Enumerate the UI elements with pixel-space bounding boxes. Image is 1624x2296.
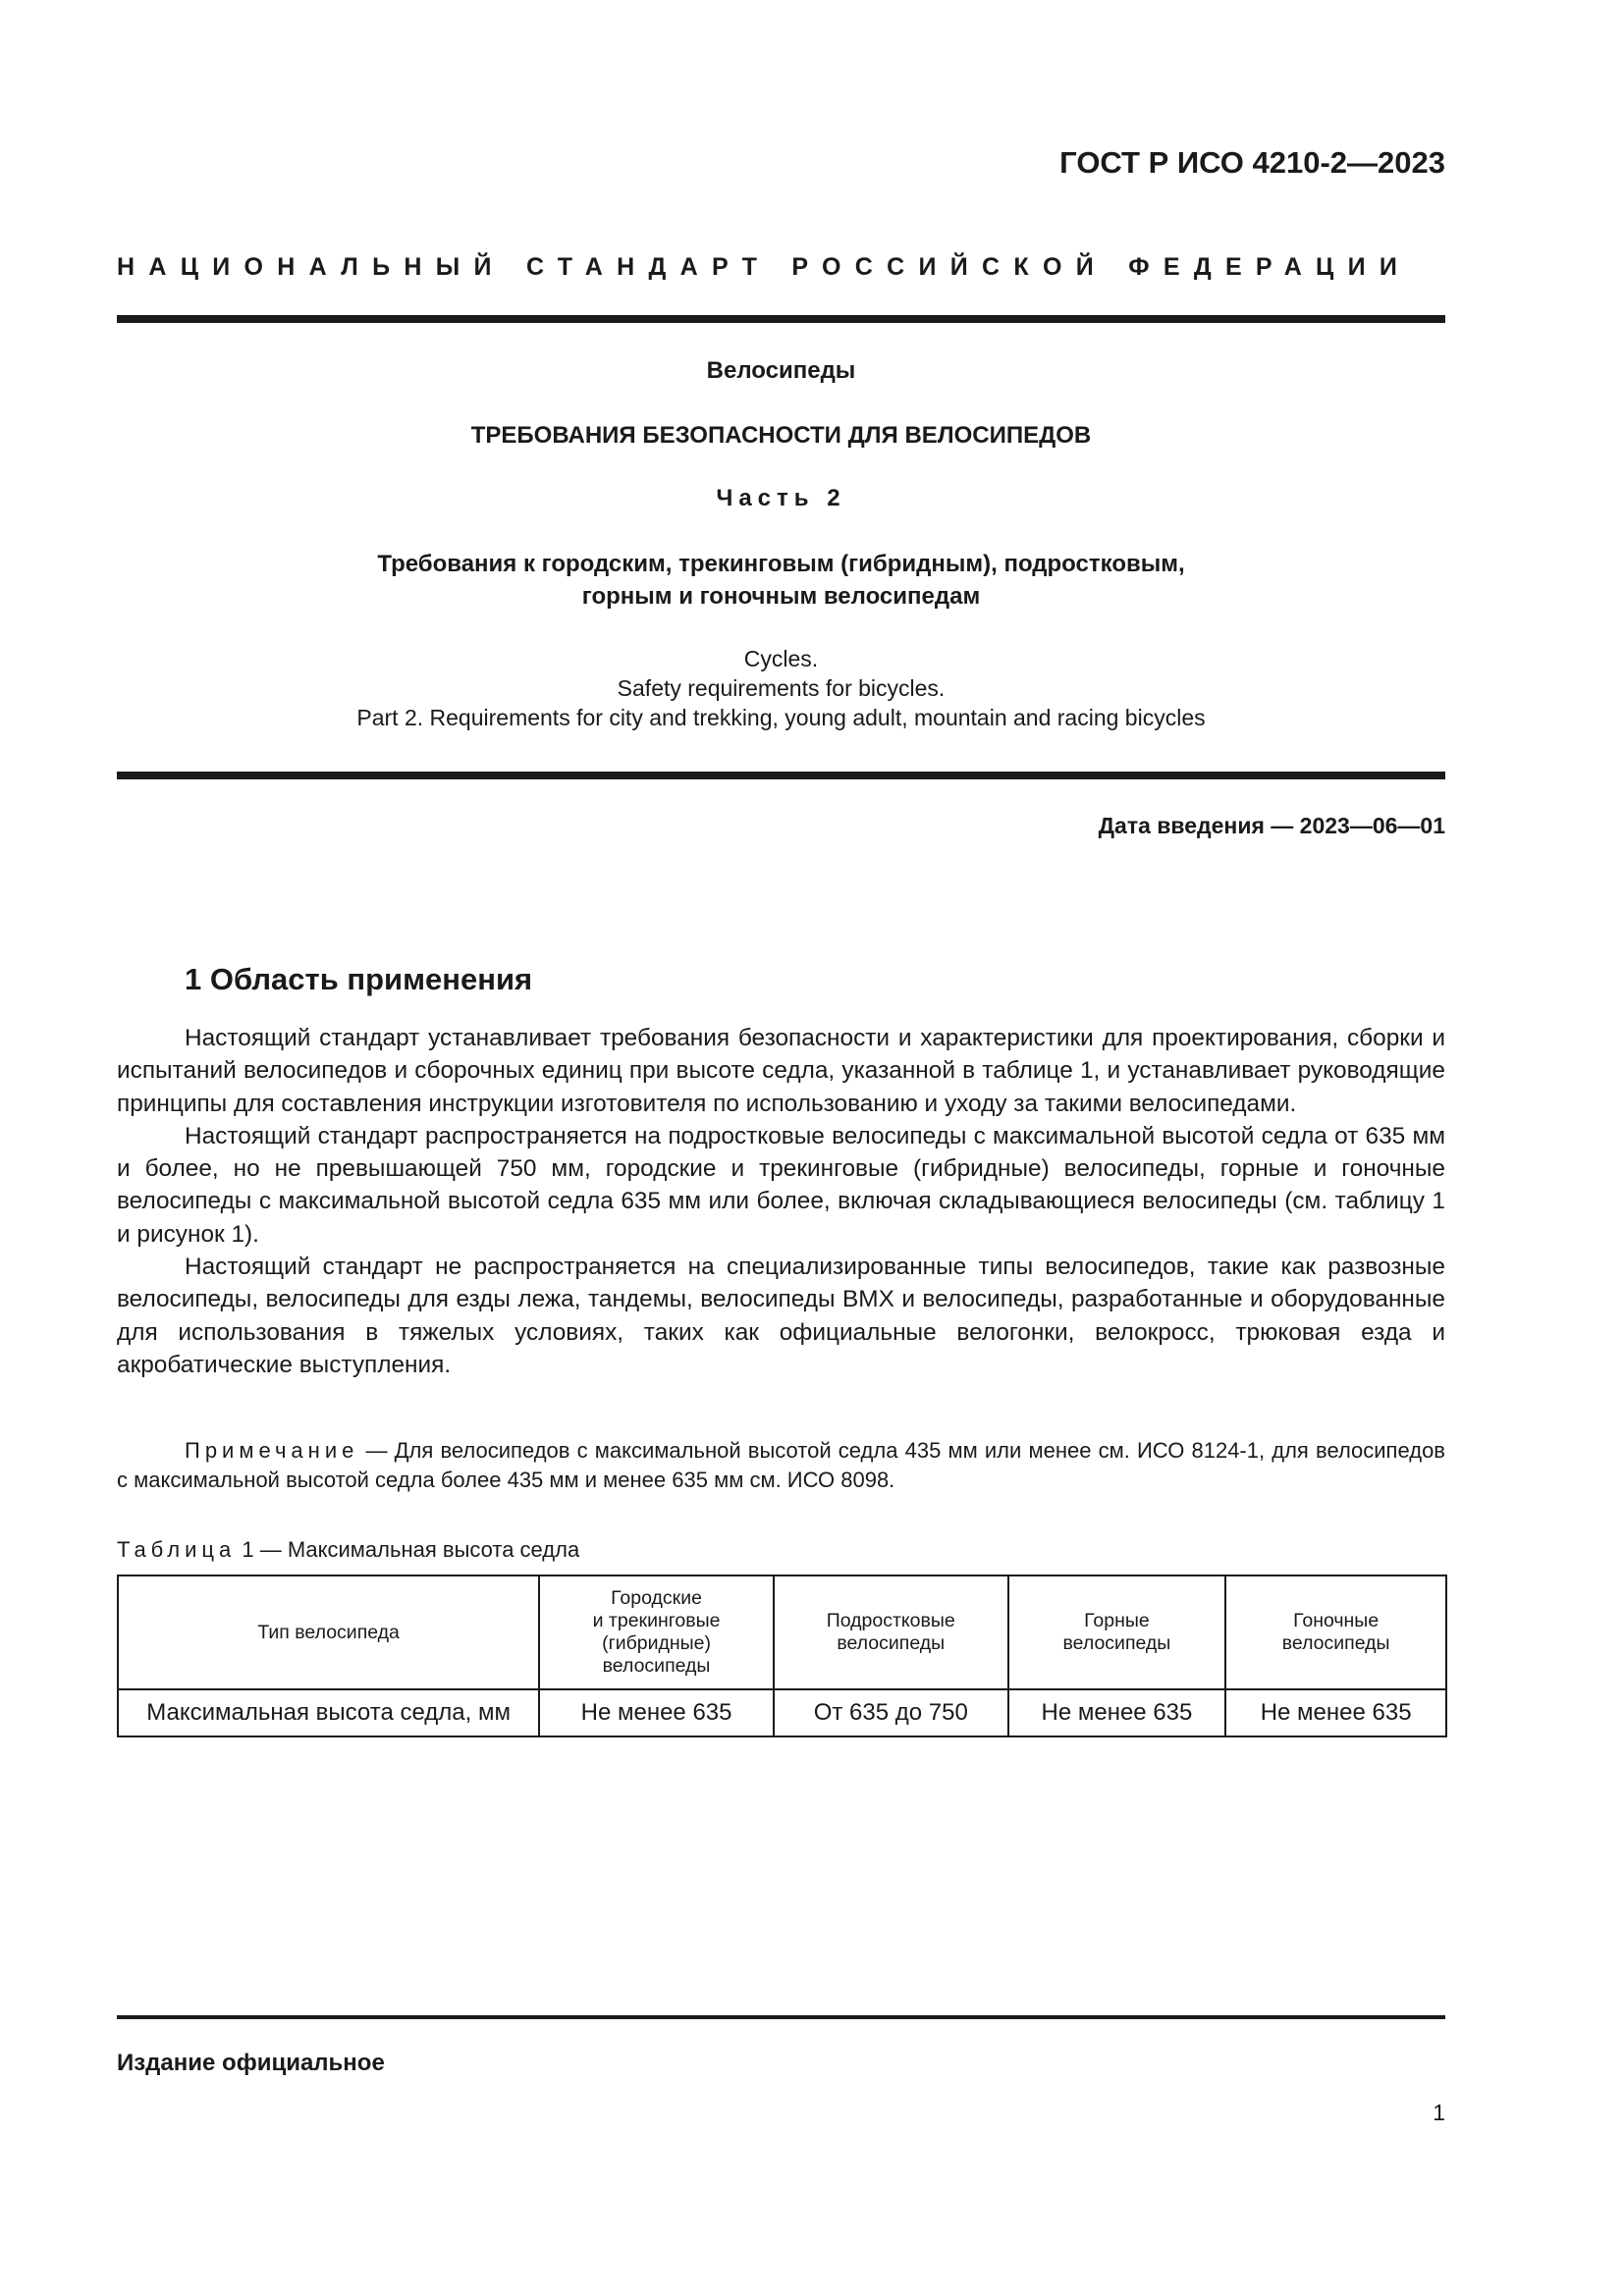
table-header-row	[118, 1575, 1446, 1689]
table-cell: Максимальная высота седла, мм	[118, 1689, 539, 1736]
note-label: Примечание	[185, 1438, 359, 1463]
title-bottom-rule	[117, 772, 1445, 779]
english-title-line-3: Part 2. Requirements for city and trekking, young adult, mountain and racing bicycles	[356, 705, 1206, 730]
header-cell: Горные велосипеды	[1008, 1575, 1226, 1689]
table-caption-text: 1 — Максимальная высота седла	[236, 1537, 580, 1562]
footer-rule	[117, 2015, 1445, 2019]
paragraph: Настоящий стандарт устанавливает требования безопасности и характеристики для проектирования, сборки и испытаний велосипедов и сборочных единиц при высоте седла, указанной в таблице 1, и устанавливает руководящие принципы для составления инструкции изготовителя по использованию и уходу за такими велосипедами.	[117, 1025, 1445, 1117]
paragraph: Настоящий стандарт распространяется на подростковые велосипеды с максимальной высотой седла от 635 мм и более, но не превышающей 750 мм, городские и трекинговые (гибридные) велосипеды, горные и гоночные велосипеды с максимальной высотой седла 635 мм или более, включая складывающиеся велосипеды (см. таблицу 1 и рисунок 1).	[117, 1122, 1445, 1248]
introduction-date: Дата введения — 2023—06—01	[1098, 813, 1445, 838]
table-row	[118, 1689, 1446, 1736]
header-cell: Тип велосипеда	[118, 1575, 539, 1689]
paragraph: Настоящий стандарт не распространяется на специализированные типы велосипедов, такие как развозные велосипеды, велосипеды для езды лежа, тандемы, велосипеды BMX и велосипеды, разработанные и оборудованные для использования в тяжелых условиях, таких как официальные велогонки, велокросс, трюковая езда и акробатические выступления.	[117, 1254, 1445, 1378]
table-cell: От 635 до 750	[774, 1689, 1008, 1736]
header-cell: Гоночные велосипеды	[1225, 1575, 1446, 1689]
table-cell: Не менее 635	[1225, 1689, 1446, 1736]
subtitle-line-1: Требования к городским, трекинговым (гибридным), подростковым,	[377, 551, 1185, 577]
note-text: — Для велосипедов с максимальной высотой седла 435 мм или менее см. ИСО 8124-1, для велосипедов с максимальной высотой седла более 435 мм и менее 635 мм см. ИСО 8098.	[117, 1438, 1445, 1492]
standard-code: ГОСТ Р ИСО 4210-2—2023	[1059, 145, 1445, 180]
header-cell: Подростковые велосипеды	[774, 1575, 1008, 1689]
table-cell: Не менее 635	[539, 1689, 774, 1736]
section-body	[117, 1022, 1445, 1381]
table-caption-label: Таблица	[117, 1537, 237, 1562]
subtitle-line-2: горным и гоночным велосипедам	[581, 583, 981, 610]
english-title-line-1: Cycles.	[743, 646, 819, 671]
header-cell: Городские и трекинговые (гибридные) велосипеды	[539, 1575, 774, 1689]
section-heading: 1 Область применения	[185, 962, 533, 996]
table-cell: Не менее 635	[1008, 1689, 1226, 1736]
page-number: 1	[1433, 2100, 1445, 2125]
english-title-line-2: Safety requirements for bicycles.	[617, 675, 946, 701]
title-main: ТРЕБОВАНИЯ БЕЗОПАСНОСТИ ДЛЯ ВЕЛОСИПЕДОВ	[470, 422, 1092, 449]
note	[117, 1436, 1445, 1495]
national-standard-heading: НАЦИОНАЛЬНЫЙ СТАНДАРТ РОССИЙСКОЙ ФЕДЕРАЦИИ	[117, 253, 1412, 281]
title-part: Часть 2	[716, 485, 846, 511]
title-subtitle	[117, 548, 1445, 613]
english-title	[117, 644, 1445, 732]
title-category: Велосипеды	[706, 357, 856, 384]
saddle-height-table	[117, 1575, 1447, 1737]
table-caption	[117, 1537, 579, 1563]
edition-label: Издание официальное	[117, 2050, 385, 2076]
top-rule	[117, 315, 1445, 323]
